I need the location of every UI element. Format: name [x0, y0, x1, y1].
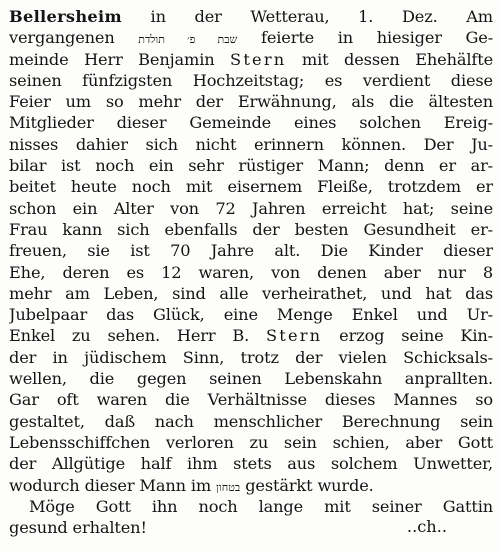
article-line: nisses dahier sich nicht erinnern können. Der Ju- [9, 134, 493, 154]
article-line: freuen, sie ist 70 Jahre alt. Die Kinder dieser [9, 241, 493, 261]
article-line: mehr am Leben, sind alle verheirathet, und hat das [9, 283, 493, 303]
article-line [9, 27, 493, 48]
article-place: Bellersheim [9, 7, 122, 26]
person-name-spaced: Stern [265, 326, 323, 346]
article-text: meinde Herr Benjamin [9, 49, 215, 69]
article-line [9, 325, 493, 346]
hebrew-text: בטחון [216, 480, 241, 494]
article-line: Frau kann sich ebenfalls der besten Gesundheit er- [9, 219, 493, 239]
closing-line: gesund erhalten! [9, 518, 147, 538]
closing-line: Möge Gott ihn noch lange mit seiner Gattin [29, 496, 493, 516]
article-line: gestaltet, daß nach menschlicher Berechnung sein [9, 411, 493, 431]
article-text: vergangenen [9, 28, 115, 48]
news-article [9, 6, 493, 538]
article-dateline [9, 6, 493, 27]
article-line: Lebensschiffchen verloren zu sein schien, aber Gott [9, 432, 493, 452]
closing-row [9, 517, 493, 538]
article-line: bilar ist noch ein sehr rüstiger Mann; denn er ar- [9, 156, 493, 176]
article-text: feierte in hiesiger Ge- [261, 28, 493, 48]
article-text: wodurch dieser Mann im [9, 475, 212, 495]
author-signature: ..ch.. [406, 517, 447, 537]
article-line: Feier um so mehr der Erwähnung, als die ältesten [9, 92, 493, 112]
article-line: Mitglieder dieser Gemeinde eines solchen Ereig- [9, 113, 493, 133]
article-text: erzog seine Kin- [339, 326, 493, 346]
article-line: seinen fünfzigsten Hochzeitstag; es verdient diese [9, 70, 493, 90]
article-line: der in jüdischem Sinn, trotz der vielen Schicksals- [9, 347, 493, 367]
hebrew-text: שבת פ׳ תולדת [138, 33, 238, 47]
article-line [9, 49, 493, 70]
article-dateline-text: in der Wetterau, 1. Dez. Am [150, 7, 493, 26]
article-line: schon ein Alter von 72 Jahren erreicht hat; seine [9, 198, 493, 218]
article-text: gestärkt wurde. [245, 475, 374, 495]
article-line: Ehe, deren es 12 waren, von denen aber nur 8 [9, 262, 493, 282]
article-text: mit dessen Ehehälfte [301, 49, 493, 69]
article-line [9, 475, 493, 496]
article-line: wellen, die gegen seinen Lebenskahn anprallten. [9, 369, 493, 389]
article-line: beitet heute noch mit eisernem Fleiße, trotzdem er [9, 177, 493, 197]
article-text: Enkel zu sehen. Herr B. [9, 326, 250, 346]
article-line: Jubelpaar das Glück, eine Menge Enkel und Ur- [9, 305, 493, 325]
article-line: Gar oft waren die Verhältnisse dieses Mannes so [9, 390, 493, 410]
article-line: der Allgütige half ihm stets aus solchem Unwetter, [9, 454, 493, 474]
person-name-spaced: Stern [230, 49, 287, 69]
